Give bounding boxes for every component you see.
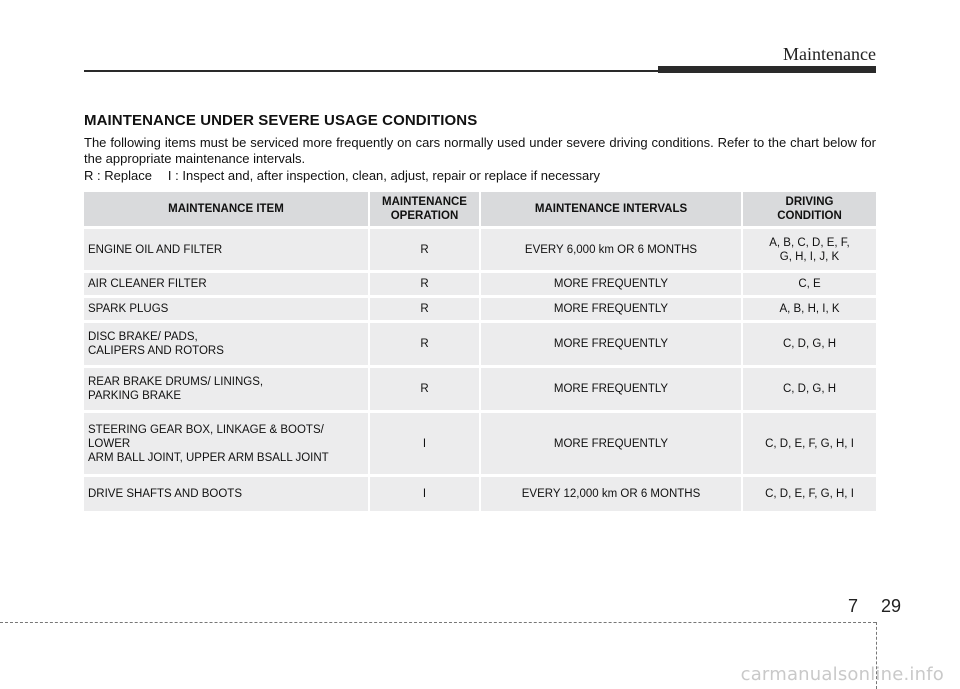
cell-condition: A, B, H, I, K [743,295,876,320]
chapter-number: 7 [848,596,859,616]
cell-operation: R [370,320,481,365]
cell-item: ENGINE OIL AND FILTER [84,226,370,270]
cell-item: REAR BRAKE DRUMS/ LININGS, PARKING BRAKE [84,365,370,410]
cell-item: DRIVE SHAFTS AND BOOTS [84,474,370,511]
table-header-row [84,192,876,226]
page-number: 29 [881,596,902,616]
maintenance-table [84,192,876,511]
cell-interval: EVERY 12,000 km OR 6 MONTHS [481,474,743,511]
cell-item: DISC BRAKE/ PADS, CALIPERS AND ROTORS [84,320,370,365]
cell-interval: MORE FREQUENTLY [481,365,743,410]
cell-interval: MORE FREQUENTLY [481,410,743,474]
cell-condition: C, D, E, F, G, H, I [743,410,876,474]
table-row [84,270,876,295]
legend-inspect: I : Inspect and, after inspection, clean, adjust, repair or replace if necessary [167,168,601,183]
cell-condition: C, D, G, H [743,320,876,365]
severe-usage-section [84,112,876,184]
cell-condition: C, D, G, H [743,365,876,410]
cell-condition: C, E [743,270,876,295]
intro-paragraph: The following items must be serviced more frequently on cars normally used under severe driving conditions. Refer to the chart below for the appropriate maintenance intervals. [84,135,876,166]
table-row [84,474,876,511]
legend-line [84,168,876,184]
header-rule-bold [658,66,876,73]
table-row [84,320,876,365]
table-row [84,226,876,270]
watermark: carmanualsonline.info [740,664,944,685]
header-rule [84,70,660,72]
cell-interval: EVERY 6,000 km OR 6 MONTHS [481,226,743,270]
col-header-item: MAINTENANCE ITEM [84,192,370,226]
section-heading: MAINTENANCE UNDER SEVERE USAGE CONDITIONS [84,112,478,129]
col-header-condition: DRIVING CONDITION [743,192,876,226]
cell-interval: MORE FREQUENTLY [481,295,743,320]
cell-operation: I [370,410,481,474]
cell-condition: A, B, C, D, E, F, G, H, I, J, K [743,226,876,270]
cell-interval: MORE FREQUENTLY [481,270,743,295]
footer-dashed-rule [0,622,876,623]
col-header-operation: MAINTENANCE OPERATION [370,192,481,226]
table-row [84,410,876,474]
cell-item: SPARK PLUGS [84,295,370,320]
table-row [84,295,876,320]
col-header-intervals: MAINTENANCE INTERVALS [481,192,743,226]
cell-operation: R [370,295,481,320]
cell-item: STEERING GEAR BOX, LINKAGE & BOOTS/ LOWER ARM BALL JOINT, UPPER ARM BSALL JOINT [84,410,370,474]
table-row [84,365,876,410]
cell-condition: C, D, E, F, G, H, I [743,474,876,511]
cell-item: AIR CLEANER FILTER [84,270,370,295]
running-header-title: Maintenance [783,44,876,64]
legend-replace: R : Replace [84,168,152,183]
cell-operation: R [370,365,481,410]
cell-interval: MORE FREQUENTLY [481,320,743,365]
cell-operation: R [370,226,481,270]
cell-operation: R [370,270,481,295]
cell-operation: I [370,474,481,511]
